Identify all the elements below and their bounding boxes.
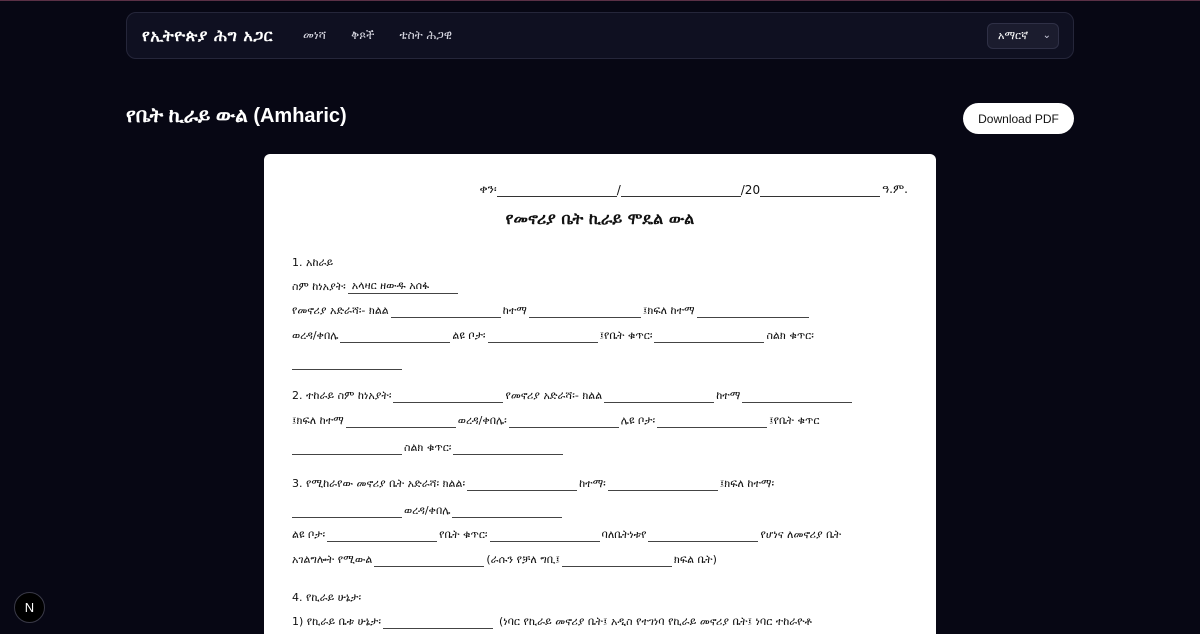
- date-year-field[interactable]: [760, 183, 880, 197]
- nav-link-forms[interactable]: ቅጾች: [351, 28, 375, 42]
- tenant-woreda-label: ወረዳ/ቀበሌ፡: [457, 414, 507, 427]
- section-1-heading: [292, 256, 333, 270]
- tenant-subcity-line: [292, 414, 819, 428]
- property-ownership-field[interactable]: [648, 529, 758, 542]
- document-title: የመኖሪያ ቤት ኪራይ ሞዴል ውል: [505, 209, 695, 228]
- landlord-name-label: ስም ከነአያት፡: [292, 280, 346, 293]
- property-city-label: ከተማ፡: [579, 477, 606, 490]
- property-subcity-label: ፤ክፍለ ከተማ፡: [719, 477, 775, 490]
- property-city-field[interactable]: [608, 478, 718, 491]
- language-select-value: አማርኛ: [998, 28, 1029, 42]
- property-subcity-field[interactable]: [292, 505, 402, 518]
- landlord-name-line: [292, 279, 460, 294]
- landlord-phone-line: [292, 357, 404, 370]
- property-ownership-label: ባለቤትነቱየ: [601, 528, 647, 541]
- rental-condition-label: 1) የኪራይ ቤቱ ሁኔታ፡: [292, 615, 381, 628]
- tenant-house-no-label: ፤የቤት ቁጥር: [769, 414, 820, 427]
- framework-logo-icon[interactable]: N: [14, 592, 45, 623]
- property-compound-label: (ራሱን የቻለ ግቢ፤: [486, 553, 560, 566]
- top-navbar: [126, 12, 1074, 59]
- section-4-heading: [292, 591, 361, 605]
- nav-link-home[interactable]: መነሻ: [303, 28, 327, 42]
- tenant-phone-label: ስልክ ቁጥር፡: [404, 441, 452, 454]
- rental-condition-field[interactable]: [383, 616, 493, 629]
- landlord-region-field[interactable]: [391, 305, 501, 318]
- date-sep: /: [616, 183, 621, 197]
- landlord-phone-label: ስልክ ቁጥር፡: [766, 329, 814, 342]
- property-rooms-field[interactable]: [562, 554, 672, 567]
- property-special-place-label: ልዩ ቦታ፡: [292, 528, 326, 541]
- landlord-address-line: [292, 304, 811, 318]
- tenant-special-place-label: ሌዩ ቦታ፡: [620, 414, 656, 427]
- chevron-down-icon: ⌄: [1042, 30, 1051, 41]
- date-day-field[interactable]: [497, 183, 617, 197]
- section-1-heading-text: 1. አከራይ: [292, 256, 334, 269]
- nav-link-legal-test[interactable]: ቴስት ሕጋዊ: [399, 28, 453, 42]
- property-house-no-label: የቤት ቁጥር፡: [439, 528, 488, 541]
- brand-logo-text[interactable]: የኢትዮጵያ ሕግ አጋር: [142, 25, 274, 45]
- date-row: [480, 182, 908, 197]
- tenant-name-label: 2. ተከራይ ስም ከነአያት፡: [292, 389, 392, 402]
- tenant-city-field[interactable]: [742, 390, 852, 403]
- property-address-line: [292, 477, 774, 491]
- property-special-place-field[interactable]: [327, 529, 437, 542]
- property-use-field[interactable]: [374, 554, 484, 567]
- rental-condition-note: (ነባር የኪራይ መኖሪያ ቤት፤ አዲስ የተገነባ የኪራይ መኖሪያ ቤት፤ ነባር ተከራዮቶ: [498, 615, 812, 628]
- property-woreda-label: ወረዳ/ቀበሌ: [404, 504, 451, 517]
- landlord-subcity-label: ፤ክፍለ ከተማ: [642, 304, 695, 317]
- landlord-special-place-label: ልዩ ቦታ፡: [452, 329, 486, 342]
- tenant-woreda-field[interactable]: [509, 415, 619, 428]
- property-region-label: 3. የሚከራየው መኖሪያ ቤት አድራሻ፡ ክልል፡: [292, 477, 466, 490]
- language-select[interactable]: [987, 23, 1059, 49]
- property-rooms-label: ክፍል ቤት): [673, 553, 717, 566]
- tenant-name-field[interactable]: [393, 390, 503, 403]
- landlord-city-field[interactable]: [529, 305, 641, 318]
- landlord-special-place-field[interactable]: [488, 330, 598, 343]
- page-title: የቤት ኪራይ ውል (Amharic): [126, 105, 347, 127]
- property-purpose-label: የሆነና ለመኖሪያ ቤት: [760, 528, 842, 541]
- property-region-field[interactable]: [467, 478, 577, 491]
- landlord-phone-field[interactable]: [292, 357, 402, 370]
- landlord-woreda-line: [292, 329, 814, 343]
- property-woreda-line: [292, 504, 564, 518]
- property-use-line: [292, 553, 717, 567]
- tenant-special-place-field[interactable]: [657, 415, 767, 428]
- property-house-no-field[interactable]: [490, 529, 600, 542]
- rental-condition-line: [292, 615, 812, 629]
- property-house-line: [292, 528, 841, 542]
- landlord-house-no-label: ፤የቤት ቁጥር፡: [599, 329, 653, 342]
- tenant-name-line: [292, 389, 854, 403]
- download-pdf-button[interactable]: Download PDF: [963, 103, 1074, 134]
- tenant-subcity-label: ፤ክፍለ ከተማ: [292, 414, 344, 427]
- date-suffix: ዓ.ም.: [882, 182, 908, 196]
- property-use-label: አገልግሎት የሚውል: [292, 553, 373, 566]
- landlord-name-value[interactable]: አላዛር ዘውዱ አሰፋ: [348, 279, 458, 294]
- date-year-prefix: /20: [740, 183, 761, 197]
- tenant-region-label: የመኖሪያ አድራሻ፡- ክልል: [505, 389, 603, 402]
- landlord-woreda-label: ወረዳ/ቀበሌ: [292, 329, 339, 342]
- landlord-region-label: የመኖሪያ አድራሻ፡- ክልል: [292, 304, 389, 317]
- landlord-city-label: ከተማ: [502, 304, 527, 317]
- tenant-phone-line: [292, 441, 565, 455]
- tenant-house-no-field[interactable]: [292, 442, 402, 455]
- tenant-region-field[interactable]: [604, 390, 714, 403]
- date-month-field[interactable]: [621, 183, 741, 197]
- tenant-subcity-field[interactable]: [346, 415, 456, 428]
- tenant-city-label: ከተማ: [716, 389, 741, 402]
- date-label: ቀን፡: [479, 182, 497, 196]
- property-woreda-field[interactable]: [452, 505, 562, 518]
- document-preview: [264, 154, 936, 634]
- landlord-subcity-field[interactable]: [697, 305, 809, 318]
- landlord-woreda-field[interactable]: [340, 330, 450, 343]
- section-4-heading-text: 4. የኪራይ ሁኔታ፡: [292, 591, 362, 604]
- tenant-phone-field[interactable]: [453, 442, 563, 455]
- landlord-house-no-field[interactable]: [654, 330, 764, 343]
